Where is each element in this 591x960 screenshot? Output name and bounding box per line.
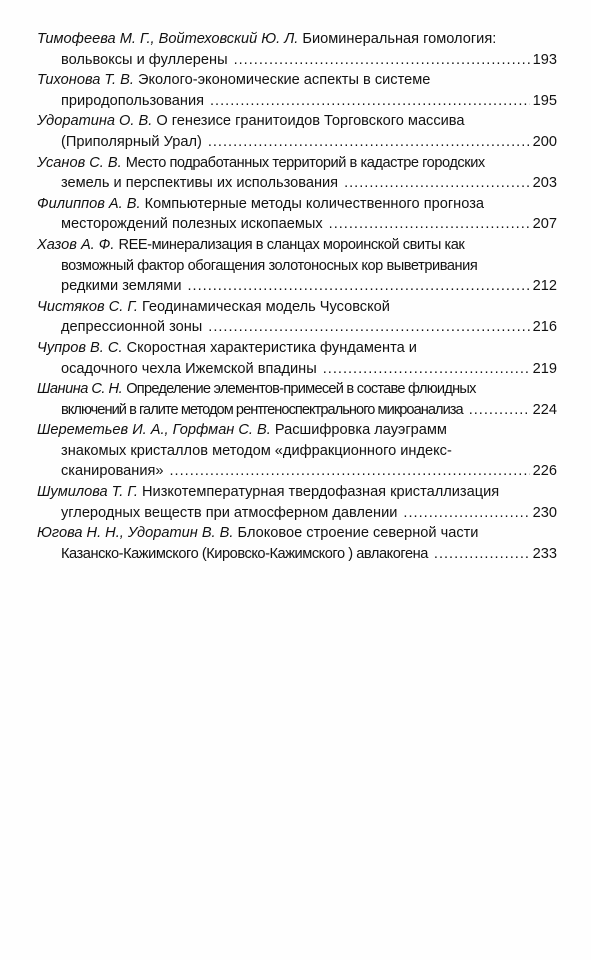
entry-author: Усанов С. В. [37, 154, 122, 171]
toc-entry [37, 523, 557, 564]
dot-leader [208, 132, 530, 153]
toc-entry [37, 379, 557, 420]
entry-title: сканирования» [61, 463, 164, 480]
toc-entry [37, 111, 557, 152]
entry-title: депрессионной зоны [61, 319, 203, 336]
page-number: 200 [532, 133, 557, 150]
entry-title: природопользования [61, 92, 204, 109]
dot-leader [234, 50, 530, 71]
dot-leader [434, 544, 530, 565]
entry-title: Место подработанных территорий в кадастре городских [125, 154, 485, 171]
entry-title: Расшифровка лауэграмм [274, 422, 447, 439]
entry-title: Определение элементов-примесей в составе флюидных [126, 381, 476, 398]
entry-title: углеродных веществ при атмосферном давлении [61, 504, 398, 521]
entry-title: Компьютерные методы количественного прогноза [144, 195, 485, 212]
entry-author: Удоратина О. В. [37, 113, 153, 130]
dot-leader [469, 400, 530, 421]
page-number: 233 [532, 545, 557, 562]
page-number: 230 [532, 504, 557, 521]
toc-entry [37, 70, 557, 111]
toc-entry [37, 235, 557, 297]
page-number: 226 [532, 463, 557, 480]
dot-leader [403, 503, 529, 524]
entry-author: Тимофеева М. Г., Войтеховский Ю. Л. [37, 31, 299, 47]
entry-author: Чупров В. С. [37, 339, 123, 356]
entry-author: Филиппов А. В. [37, 195, 141, 212]
entry-title: осадочного чехла Ижемской впадины [61, 360, 317, 377]
page-number: 219 [532, 360, 557, 377]
entry-author: Чистяков С. Г. [37, 298, 138, 315]
toc-entry [37, 194, 557, 235]
entry-title: редкими землями [61, 278, 182, 295]
toc-entry [37, 29, 557, 70]
page-number: 207 [532, 216, 557, 233]
page-number: 195 [532, 92, 557, 109]
dot-leader [344, 173, 530, 194]
toc-entry [37, 297, 557, 338]
page-number: 212 [532, 278, 557, 295]
dot-leader [170, 461, 530, 482]
table-of-contents [37, 29, 557, 564]
entry-title: земель и перспективы их использования [61, 175, 339, 192]
entry-author: Шереметьев И. А., Горфман С. В. [37, 422, 271, 439]
entry-author: Хазов А. Ф. [37, 236, 115, 253]
entry-title: Геодинамическая модель Чусовской [141, 298, 390, 315]
dot-leader [187, 276, 529, 297]
toc-entry [37, 420, 557, 482]
dot-leader [323, 359, 530, 380]
dot-leader [208, 317, 529, 338]
page-number: 203 [532, 175, 557, 192]
entry-title: (Приполярный Урал) [61, 133, 202, 150]
entry-title: REE-минерализация в сланцах мороинской свиты как [118, 236, 465, 253]
entry-author: Шумилова Т. Г. [37, 484, 138, 501]
entry-title: возможный фактор обогащения золотоносных кор выветривания [61, 257, 478, 274]
entry-author: Югова Н. Н., Удоратин В. В. [37, 525, 234, 542]
dot-leader [210, 91, 530, 112]
page-number: 193 [532, 51, 557, 68]
entry-title: Эколого-экономические аспекты в системе [138, 72, 431, 89]
toc-entry [37, 153, 557, 194]
page-number: 224 [532, 401, 557, 418]
entry-title: вольвоксы и фуллерены [61, 51, 228, 68]
dot-leader [329, 214, 530, 235]
entry-title: месторождений полезных ископаемых [61, 216, 323, 233]
entry-title: знакомых кристаллов методом «дифракционного индекс- [61, 442, 452, 459]
entry-author: Тихонова Т. В. [37, 72, 134, 89]
entry-title: Блоковое строение северной части [237, 525, 479, 542]
entry-title: Биоминеральная гомология: [302, 31, 497, 47]
entry-author: Шанина С. Н. [37, 381, 123, 398]
entry-title: О генезисе гранитоидов Торговского массива [156, 113, 465, 130]
entry-title: Низкотемпературная твердофазная кристаллизация [142, 484, 500, 501]
entry-title: включений в галите методом рентгеноспектрального микроанализа [61, 401, 463, 418]
entry-title: Казанско-Кажимского (Кировско-Кажимского ) авлакогена [61, 545, 428, 562]
page-number: 216 [532, 319, 557, 336]
toc-entry [37, 338, 557, 379]
entry-title: Скоростная характеристика фундамента и [126, 339, 417, 356]
toc-entry [37, 482, 557, 523]
